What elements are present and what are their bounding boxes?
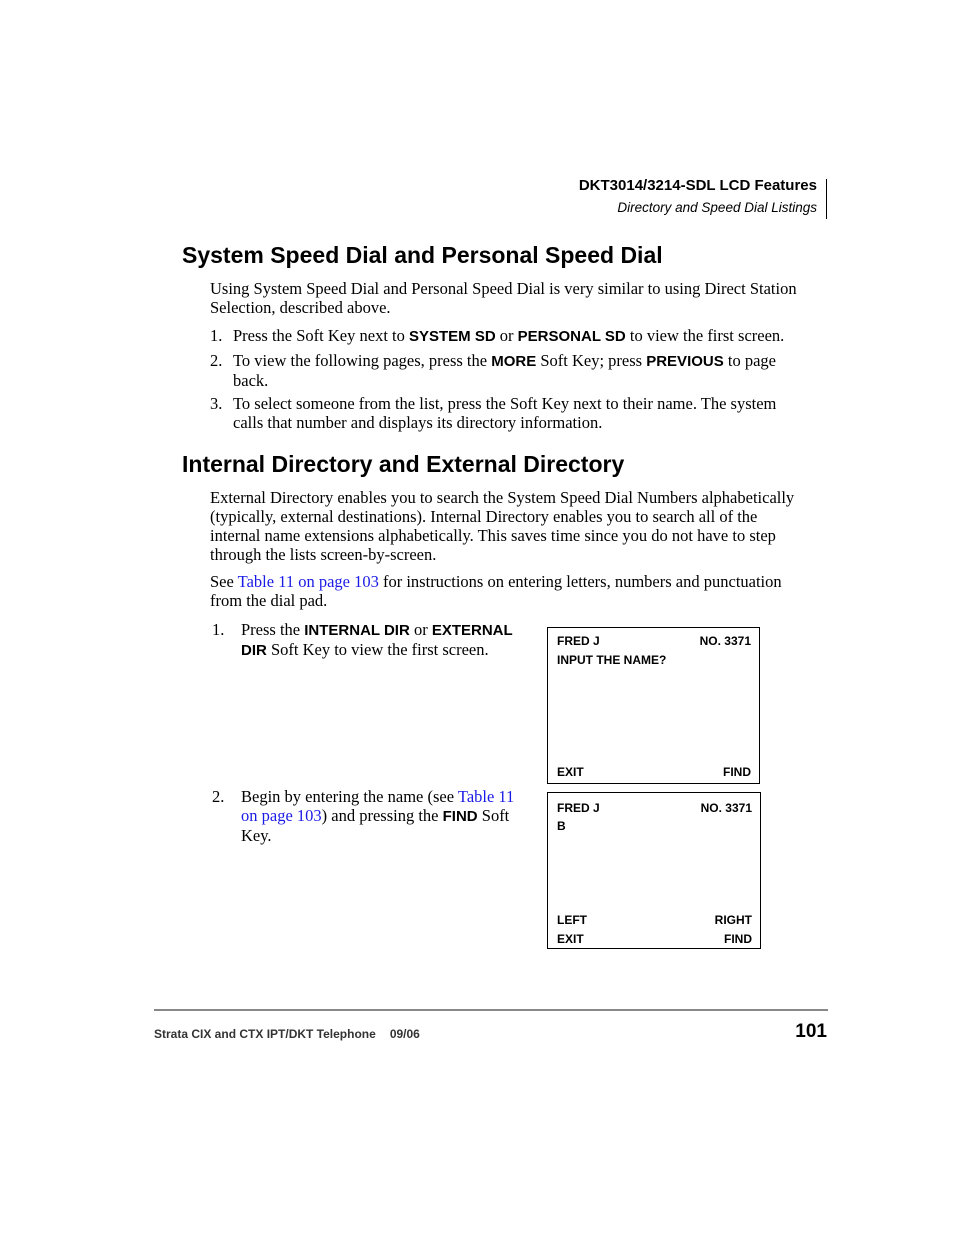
list-number: 1. [210,326,223,345]
list-text: To view the following pages, press the MORE Soft Key; press PREVIOUS to page back. [233,351,776,390]
see-table-paragraph: See Table 11 on page 103 for instructions on entering letters, numbers and punctuation from the dial pad. [210,572,782,610]
list-number: 3. [210,394,223,413]
list-text: Begin by entering the name (see Table 11 on page 103) and pressing the FIND Soft Key. [241,787,515,845]
list-text: Press the INTERNAL DIR or EXTERNAL DIR Soft Key to view the first screen. [241,620,513,659]
section-intro-directory: External Directory enables you to search the System Speed Dial Numbers alphabetically (typically, external destinations). Internal Directory enables you to search all of the internal name extensions alphabetically. This saves time since you do not have to step through the lists screen-by-screen. [210,488,795,564]
list-text: Press the Soft Key next to SYSTEM SD or PERSONAL SD to view the first screen. [233,326,785,345]
lcd-prompt: INPUT THE NAME? [557,653,667,667]
section-heading-directory: Internal Directory and External Directory [182,451,625,477]
lcd-softkey-exit: EXIT [557,765,584,779]
lcd-softkey-left: LEFT [557,913,587,927]
footer-document-title: Strata CIX and CTX IPT/DKT Telephone 09/06 [154,1027,420,1041]
soft-key-label: SYSTEM SD [408,328,496,345]
table-11-link[interactable]: Table 11 on page 103 [237,572,379,591]
soft-key-label: EXTERNAL DIR [241,622,513,659]
soft-key-label: PREVIOUS [646,353,724,370]
footer-date: 09/06 [389,1027,420,1041]
header-rule [826,179,827,219]
lcd-caller-name: FRED J [557,801,600,815]
section-intro-speed-dial: Using System Speed Dial and Personal Speed Dial is very similar to using Direct Station Selection, described above. [210,279,797,317]
lcd-screen-search [547,792,761,949]
list-number: 1. [212,620,225,639]
running-header-subtitle: Directory and Speed Dial Listings [617,200,817,215]
soft-key-label: FIND [442,808,478,825]
lcd-softkey-right: RIGHT [714,913,752,927]
table-11-link[interactable]: Table 11 on page 103 [241,787,515,825]
page-number: 101 [795,1021,827,1042]
soft-key-label: INTERNAL DIR [304,622,410,639]
lcd-softkey-find: FIND [723,765,751,779]
section-heading-speed-dial: System Speed Dial and Personal Speed Dial [182,242,663,268]
list-text: To select someone from the list, press the Soft Key next to their name. The system calls that number and displays its directory information. [233,394,777,432]
lcd-extension-number: NO. 3371 [700,801,752,815]
lcd-softkey-find: FIND [724,932,752,946]
soft-key-label: MORE [491,353,537,370]
lcd-extension-number: NO. 3371 [699,634,751,648]
lcd-entered-text: B [557,819,566,833]
lcd-caller-name: FRED J [557,634,600,648]
footer-rule [154,1009,828,1011]
list-number: 2. [212,787,225,806]
lcd-softkey-exit: EXIT [557,932,584,946]
lcd-screen-input-name [547,627,760,784]
list-number: 2. [210,351,223,370]
soft-key-label: PERSONAL SD [517,328,626,345]
running-header-title: DKT3014/3214-SDL LCD Features [578,177,817,194]
